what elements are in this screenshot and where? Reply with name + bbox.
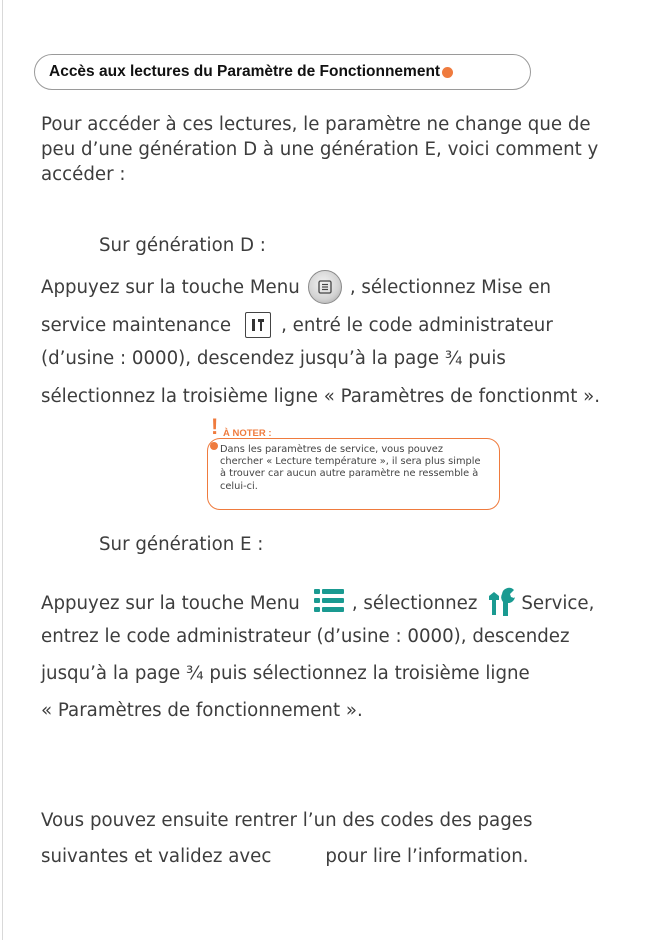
gen-e-line-1-text-after: Service, (521, 592, 595, 614)
page-left-border (2, 0, 3, 940)
outro-line-2-text: suivantes et validez avec (41, 846, 272, 867)
exclamation-icon: ! (211, 414, 219, 439)
gen-d-line-3: (d’usine : 0000), descendez jusqu’à la page ¾ puis (41, 348, 506, 369)
gen-d-line-1-text: Appuyez sur la touche Menu (41, 276, 300, 298)
note-title: À NOTER : (223, 428, 272, 439)
outro-line-1: Vous pouvez ensuite rentrer l’un des codes des pages (41, 810, 533, 831)
section-title: Accès aux lectures du Paramètre de Fonctionnement (49, 63, 441, 80)
menu-list-icon (314, 588, 344, 619)
gen-d-line-1-text-after: , sélectionnez Mise en (349, 276, 552, 298)
gen-e-line-1 (41, 588, 594, 618)
wrench-screwdriver-box-icon (245, 312, 271, 338)
gen-e-line-4: « Paramètres de fonctionnement ». (41, 700, 363, 721)
accent-dot (442, 67, 453, 78)
note-text: Dans les paramètres de service, vous pouvez chercher « Lecture température », il sera plus simple à trouver car aucun autre paramètre ne ressemble à celui-ci. (220, 444, 481, 492)
gen-d-line-1 (41, 270, 551, 304)
gen-e-line-3: jusqu’à la page ¾ puis sélectionnez la troisième ligne (41, 663, 530, 684)
note-box (207, 438, 500, 510)
gen-e-line-1-text-mid: , sélectionnez (351, 592, 478, 614)
gen-d-line-2 (41, 312, 553, 338)
gen-e-heading: Sur génération E : (99, 534, 264, 555)
gen-d-line-2-text: service maintenance (41, 314, 232, 336)
outro-line-2 (41, 846, 529, 867)
outro-line-2-text-after: pour lire l’information. (325, 846, 529, 867)
menu-round-icon (308, 270, 342, 304)
section-header (34, 54, 531, 90)
gen-e-line-2: entrez le code administrateur (d’usine : 0000), descendez (41, 626, 570, 647)
gen-d-line-2-text-after: , entré le code administrateur (281, 314, 553, 336)
gen-e-line-1-text: Appuyez sur la touche Menu (41, 592, 300, 614)
intro-paragraph: Pour accéder à ces lectures, le paramètre ne change que de peu d’une génération D à une génération E, voici comment y accéder : (41, 114, 599, 185)
gen-d-line-4: sélectionnez la troisième ligne « Paramètres de fonctionmt ». (41, 386, 601, 407)
gen-d-heading: Sur génération D : (99, 235, 266, 256)
wrench-screwdriver-icon (487, 586, 515, 621)
